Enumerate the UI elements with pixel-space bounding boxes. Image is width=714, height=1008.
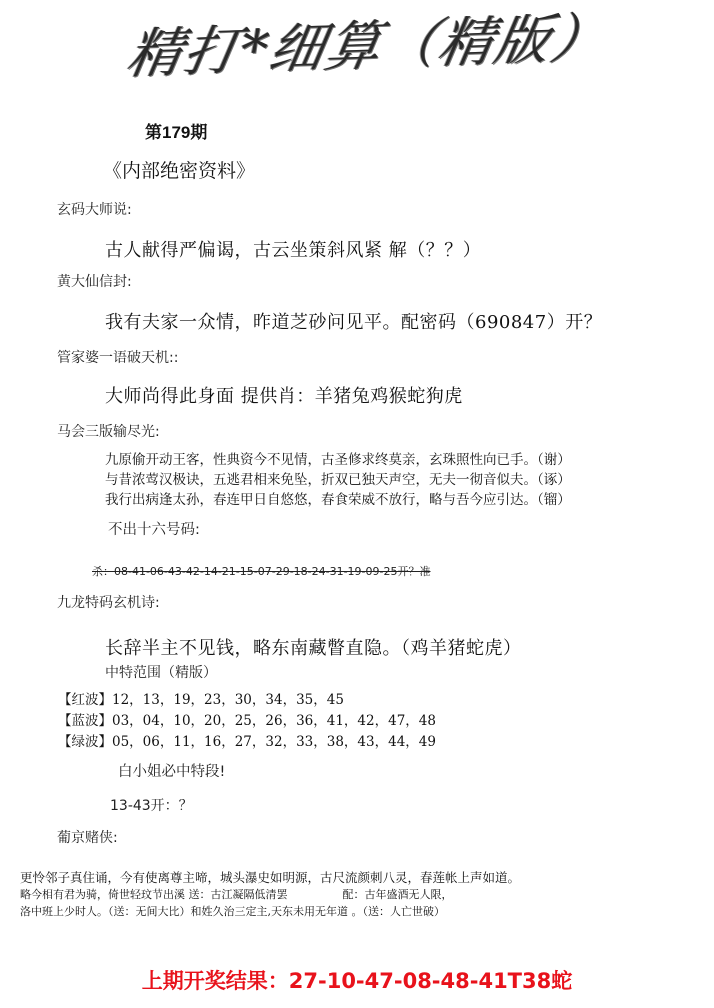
section-label-pujing: 葡京赌侠: bbox=[57, 830, 118, 846]
section-label-guanjiapo: 管家婆一语破天机:: bbox=[57, 350, 179, 366]
section-text-xuanma: 古人献得严偏谒，古云坐策斜风紧 解（？？） bbox=[105, 240, 482, 261]
poem-line: 九原偷开动王客，性典资今不见情，古圣修求终莫亲，玄珠照性向已手。（谢） bbox=[105, 452, 571, 468]
wave-row-red bbox=[58, 690, 344, 711]
wave-numbers: 03，04，10，20，25，26，36，41，42，47，48 bbox=[112, 713, 436, 729]
section-text-jiulong: 长辞半主不见钱，略东南藏瞥直隐。（鸡羊猪蛇虎） bbox=[105, 638, 522, 659]
kill-numbers: 杀：08-41-06-43-42-14-21-15-07-29-18-24-31-19-09-25开？准 bbox=[92, 565, 431, 578]
range-title: 中特范围（精版） bbox=[105, 665, 217, 681]
last-result: 上期开奖结果：27-10-47-08-48-41T38蛇 bbox=[141, 969, 573, 993]
issue-number: 第179期 bbox=[145, 123, 208, 142]
poem-line: 略今相有君为骑，倚世轻玟节出溪 送：古江凝隔低清罢 配：古年盛酒无人限， bbox=[20, 888, 453, 901]
section-label-mahui: 马会三版输尽光: bbox=[57, 424, 160, 440]
wave-row-blue bbox=[58, 711, 436, 732]
banner-title: 精打*细算（精版） bbox=[122, 6, 614, 86]
inner-title: 《内部绝密资料》 bbox=[103, 160, 256, 182]
no16-label: 不出十六号码: bbox=[108, 522, 200, 538]
range-text: 13-43开：？ bbox=[110, 798, 193, 814]
poem-line: 与昔浓莺汉极诀，五逃君相来免坠，折双已独天声空，无夫一彻音似夫。（诼） bbox=[105, 472, 571, 488]
poem-line: 洛中班上少时人。（送：无间大比）和姓久治三定主,天东未用无年道 。（送：人亡世破） bbox=[20, 905, 445, 918]
wave-tag: 【蓝波】 bbox=[58, 713, 112, 729]
wave-row-green bbox=[58, 732, 436, 753]
header-banner bbox=[122, 4, 614, 100]
wave-numbers: 05，06，11，16，27，32，33，38，43，44，49 bbox=[112, 734, 436, 750]
section-label-huangdaxian: 黄大仙信封: bbox=[57, 274, 132, 290]
section-text-huangdaxian: 我有夫家一众情，昨道芝砂问见平。配密码（690847）开？ bbox=[105, 312, 603, 333]
section-label-jiulong: 九龙特码玄机诗: bbox=[57, 595, 160, 611]
wave-tag: 【红波】 bbox=[58, 692, 112, 708]
baixiaojie-text: 白小姐必中特段! bbox=[118, 764, 226, 780]
wave-numbers: 12，13，19，23，30，34，35，45 bbox=[112, 692, 344, 708]
poem-line: 我行出病逢太孙，春连甲日自悠悠，春食荣威不放行，略与吾今应引达。（镏） bbox=[105, 492, 571, 508]
wave-tag: 【绿波】 bbox=[58, 734, 112, 750]
section-text-guanjiapo: 大师尚得此身面 提供肖：羊猪兔鸡猴蛇狗虎 bbox=[105, 386, 463, 407]
section-label-xuanma: 玄码大师说: bbox=[57, 202, 132, 218]
poem-line: 更怜邻子真住诵，今有使离尊主啼，城头瀑史如明源，古尺流颜刺八灵，春莲帐上声如道。 bbox=[20, 870, 521, 885]
